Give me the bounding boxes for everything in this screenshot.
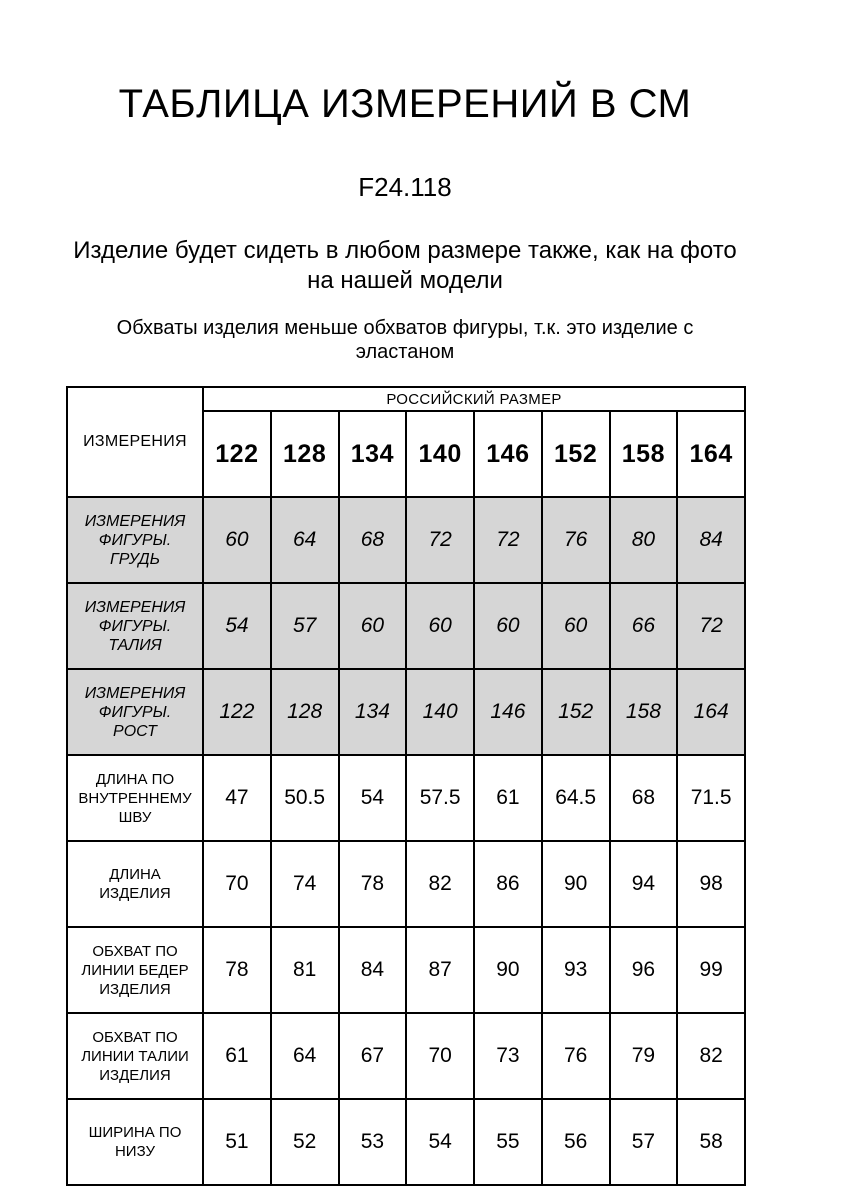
size-group-row xyxy=(67,387,745,411)
value-cell: 64 xyxy=(271,1013,339,1099)
value-cell: 78 xyxy=(203,927,271,1013)
value-cell: 72 xyxy=(474,497,542,583)
value-cell: 82 xyxy=(406,841,474,927)
size-column-header: 158 xyxy=(610,411,678,497)
size-table xyxy=(66,386,746,1186)
table-row-item-length xyxy=(67,841,745,927)
value-cell: 74 xyxy=(271,841,339,927)
size-column-header: 146 xyxy=(474,411,542,497)
value-cell: 96 xyxy=(610,927,678,1013)
row-label: ДЛИНА ИЗДЕЛИЯ xyxy=(67,841,203,927)
page-title: ТАБЛИЦА ИЗМЕРЕНИЙ В СМ xyxy=(118,82,692,126)
table-row-bottom-width xyxy=(67,1099,745,1185)
elastane-note: Обхваты изделия меньше обхватов фигуры, т.к. это изделие с эластаном xyxy=(116,317,694,363)
size-column-header: 164 xyxy=(677,411,745,497)
value-cell: 71.5 xyxy=(677,755,745,841)
value-cell: 76 xyxy=(542,1013,610,1099)
value-cell: 90 xyxy=(542,841,610,927)
value-cell: 51 xyxy=(203,1099,271,1185)
value-cell: 58 xyxy=(677,1099,745,1185)
value-cell: 67 xyxy=(339,1013,407,1099)
size-column-header: 140 xyxy=(406,411,474,497)
row-label: ИЗМЕРЕНИЯ ФИГУРЫ. ГРУДЬ xyxy=(67,497,203,583)
row-label: ИЗМЕРЕНИЯ ФИГУРЫ. ТАЛИЯ xyxy=(67,583,203,669)
value-cell: 54 xyxy=(339,755,407,841)
table-row-figure-height xyxy=(67,669,745,755)
value-cell: 82 xyxy=(677,1013,745,1099)
value-cell: 61 xyxy=(203,1013,271,1099)
size-column-header: 122 xyxy=(203,411,271,497)
value-cell: 70 xyxy=(406,1013,474,1099)
value-cell: 78 xyxy=(339,841,407,927)
value-cell: 158 xyxy=(610,669,678,755)
table-row-figure-chest xyxy=(67,497,745,583)
size-column-header: 128 xyxy=(271,411,339,497)
value-cell: 66 xyxy=(610,583,678,669)
value-cell: 54 xyxy=(203,583,271,669)
value-cell: 128 xyxy=(271,669,339,755)
size-column-header: 134 xyxy=(339,411,407,497)
value-cell: 47 xyxy=(203,755,271,841)
value-cell: 70 xyxy=(203,841,271,927)
value-cell: 57.5 xyxy=(406,755,474,841)
value-cell: 64 xyxy=(271,497,339,583)
value-cell: 61 xyxy=(474,755,542,841)
value-cell: 152 xyxy=(542,669,610,755)
table-row-hip-girth xyxy=(67,927,745,1013)
value-cell: 146 xyxy=(474,669,542,755)
russian-size-header: РОССИЙСКИЙ РАЗМЕР xyxy=(203,387,745,411)
value-cell: 140 xyxy=(406,669,474,755)
row-label: ОБХВАТ ПО ЛИНИИ БЕДЕР ИЗДЕЛИЯ xyxy=(67,927,203,1013)
value-cell: 93 xyxy=(542,927,610,1013)
value-cell: 57 xyxy=(271,583,339,669)
value-cell: 90 xyxy=(474,927,542,1013)
value-cell: 86 xyxy=(474,841,542,927)
row-label: ИЗМЕРЕНИЯ ФИГУРЫ. РОСТ xyxy=(67,669,203,755)
value-cell: 81 xyxy=(271,927,339,1013)
value-cell: 122 xyxy=(203,669,271,755)
row-label: ДЛИНА ПО ВНУТРЕННЕМУ ШВУ xyxy=(67,755,203,841)
value-cell: 80 xyxy=(610,497,678,583)
value-cell: 76 xyxy=(542,497,610,583)
value-cell: 50.5 xyxy=(271,755,339,841)
value-cell: 60 xyxy=(339,583,407,669)
value-cell: 68 xyxy=(339,497,407,583)
value-cell: 55 xyxy=(474,1099,542,1185)
table-row-figure-waist xyxy=(67,583,745,669)
size-column-header: 152 xyxy=(542,411,610,497)
value-cell: 53 xyxy=(339,1099,407,1185)
value-cell: 52 xyxy=(271,1099,339,1185)
value-cell: 164 xyxy=(677,669,745,755)
table-row-waist-girth xyxy=(67,1013,745,1099)
measurements-corner-header: ИЗМЕРЕНИЯ xyxy=(67,387,203,497)
value-cell: 72 xyxy=(406,497,474,583)
value-cell: 87 xyxy=(406,927,474,1013)
value-cell: 98 xyxy=(677,841,745,927)
value-cell: 73 xyxy=(474,1013,542,1099)
fit-note: Изделие будет сидеть в любом размере также, как на фото на нашей модели xyxy=(73,237,737,294)
row-label: ОБХВАТ ПО ЛИНИИ ТАЛИИ ИЗДЕЛИЯ xyxy=(67,1013,203,1099)
content xyxy=(66,0,744,1186)
table-row-inseam-length xyxy=(67,755,745,841)
product-code: F24.118 xyxy=(358,172,452,202)
value-cell: 79 xyxy=(610,1013,678,1099)
value-cell: 84 xyxy=(339,927,407,1013)
value-cell: 64.5 xyxy=(542,755,610,841)
value-cell: 94 xyxy=(610,841,678,927)
row-label: ШИРИНА ПО НИЗУ xyxy=(67,1099,203,1185)
value-cell: 60 xyxy=(203,497,271,583)
value-cell: 72 xyxy=(677,583,745,669)
value-cell: 84 xyxy=(677,497,745,583)
value-cell: 57 xyxy=(610,1099,678,1185)
value-cell: 54 xyxy=(406,1099,474,1185)
value-cell: 56 xyxy=(542,1099,610,1185)
value-cell: 134 xyxy=(339,669,407,755)
value-cell: 99 xyxy=(677,927,745,1013)
value-cell: 60 xyxy=(542,583,610,669)
value-cell: 60 xyxy=(406,583,474,669)
value-cell: 60 xyxy=(474,583,542,669)
value-cell: 68 xyxy=(610,755,678,841)
